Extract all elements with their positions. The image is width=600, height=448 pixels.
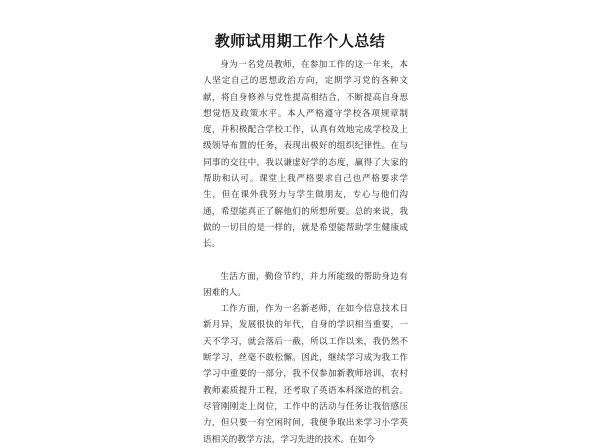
paragraph-life: 生活方面，勤俭节约，并力所能级的帮助身边有困难的人。 (203, 271, 408, 298)
paragraph-spacer (203, 253, 408, 269)
document-title: 教师试用期工作个人总结 (214, 32, 386, 50)
document-body (203, 57, 408, 448)
paragraph-party-member: 身为一名党员教师，在参加工作的这一年来，本人坚定自己的思想政治方向，定期学习党的各种文献，将自身修养与党性提高相结合，不断提高自身思想觉悟及政策水平。本人严格遵守学校各项规章制度，并积极配合学校工作，认真有效地完成学校及上级领导布置的任务，表现出极好的组织纪律性。在与同事的交往中，我以谦虚好学的态度，赢得了大家的帮助和认可。课堂上我严格要求自己也严格要求学生，但在课外我努力与学生做朋友，专心与他们沟通，希望能真正了解他们的所想所要。总的来说，我做的一切目的是一样的，就是希望能帮助学生健康成长。 (203, 60, 408, 250)
paragraph-work: 工作方面，作为一名新老师，在如今信息技术日新月异，发展很快的年代，自身的学识相当重要，一天不学习，就会落后一截，所以工作以来，我仍然不断学习，丝毫不敢松懈。因此，继续学习成为我工作学习中重要的一部分，我不仅参加新教师培训，农村教师素质提升工程，还考取了英语本科深造的机会。尽管刚刚走上岗位，工作中的活动与任务让我倍感压力，但只要一有空闲时间，我便争取出来学习小学英语相关的教学方法，学习先进的技术。在如今 (203, 304, 408, 445)
